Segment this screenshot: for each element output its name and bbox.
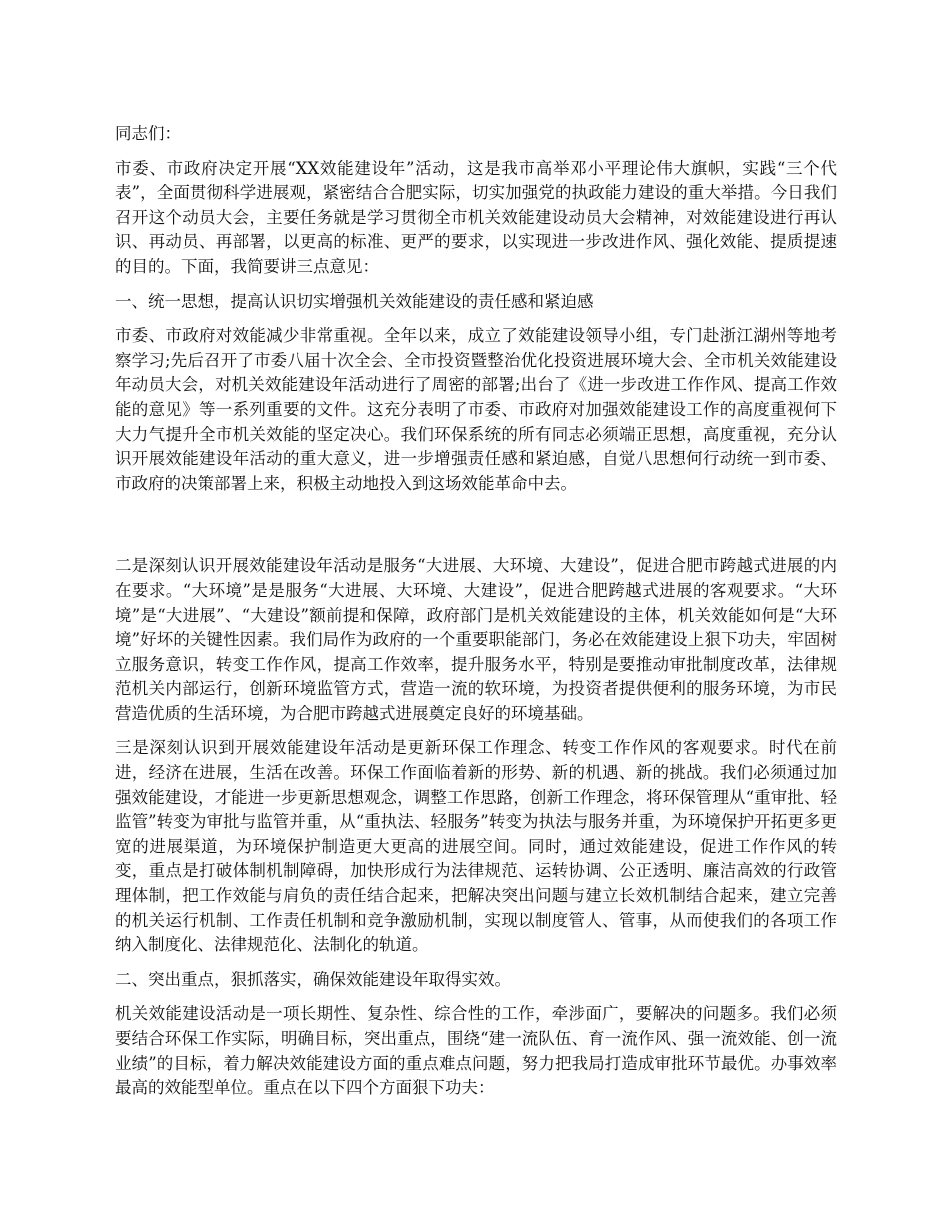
salutation: 同志们： (115, 124, 181, 143)
paragraph-intro: 市委、市政府决定开展“XX效能建设年”活动，这是我市高举邓小平理论伟大旗帜，实践“三个代表”，全面贯彻科学进展观，紧密结合合肥实际，切实加强党的执政能力建设的重大举措。今日我们召开这个动员大会，主要任务就是学习贯彻全市机关效能建设动员大会精神，对效能建设进行再认识、再动员、再部署，以更高的标准、更严的要求，以实现进一步改进作风、强化效能、提质提速的目的。下面，我简要讲三点意见： (115, 158, 837, 276)
document-page (115, 122, 837, 1111)
paragraph-section2-body: 机关效能建设活动是一项长期性、复杂性、综合性的工作，牵涉面广，要解决的问题多。我们必须要结合环保工作实际，明确目标，突出重点，围绕“建一流队伍、育一流作风、强一流效能、创一流业绩”的目标，着力解决效能建设方面的重点难点问题，努力把我局打造成审批环节最优。办事效率最高的效能型单位。重点在以下四个方面狠下功夫： (115, 1004, 837, 1098)
paragraph-point-three: 三是深刻认识到开展效能建设年活动是更新环保工作理念、转变工作作风的客观要求。时代在前进，经济在进展，生活在改善。环保工作面临着新的形势、新的机遇、新的挑战。我们必须通过加强效能建设，才能进一步更新思想观念，调整工作思路，创新工作理念，将环保管理从“重审批、轻监管”转变为审批与监管并重，从“重执法、轻服务”转变为执法与服务并重，为环境保护开拓更多更宽的进展渠道，为环境保护制造更大更高的进展空间。同时，通过效能建设，促进工作作风的转变，重点是打破体制机制障碍，加快形成行为法律规范、运转协调、公正透明、廉洁高效的行政管理体制，把工作效能与肩负的责任结合起来，把解决突出问题与建立长效机制结合起来，建立完善的机关运行机制、工作责任机制和竞争激励机制，实现以制度管人、管事，从而使我们的各项工作纳入制度化、法律规范化、法制化的轨道。 (115, 738, 837, 955)
paragraph-point-two: 二是深刻认识开展效能建设年活动是服务“大进展、大环境、大建设”，促进合肥市跨越式进展的内在要求。“大环境”是是服务“大进展、大环境、大建设”，促进合肥跨越式进展的客观要求。“大环境”是“大进展”、“大建设”额前提和保障，政府部门是机关效能建设的主体，机关效能如何是“大环境”好坏的关键性因素。我们局作为政府的一个重要职能部门，务必在效能建设上狠下功夫，牢固树立服务意识，转变工作作风，提高工作效率，提升服务水平，特别是要推动审批制度改革，法律规范机关内部运行，创新环境监管方式，营造一流的软环境，为投资者提供便利的服务环境，为市民营造优质的生活环境，为合肥市跨越式进展奠定良好的环境基础。 (115, 556, 837, 723)
section-heading-1: 一、统一思想，提高认识切实增强机关效能建设的责任感和紧迫感 (115, 291, 594, 311)
section-heading-2: 二、突出重点，狠抓落实，确保效能建设年取得实效。 (115, 969, 511, 989)
paragraph-section1-body: 市委、市政府对效能减少非常重视。全年以来，成立了效能建设领导小组，专门赴浙江湖州等地考察学习;先后召开了市委八届十次全会、全市投资暨整治优化投资进展环境大会、全市机关效能建设年动员大会，对机关效能建设年活动进行了周密的部署;出台了《进一步改进工作作风、提高工作效能的意见》等一系列重要的文件。这充分表明了市委、市政府对加强效能建设工作的高度重视何下大力气提升全市机关效能的坚定决心。我们环保系统的所有同志必须端正思想，高度重视，充分认识开展效能建设年活动的重大意义，进一步增强责任感和紧迫感，自觉八思想何行动统一到市委、市政府的决策部署上来，积极主动地投入到这场效能革命中去。 (115, 326, 837, 493)
